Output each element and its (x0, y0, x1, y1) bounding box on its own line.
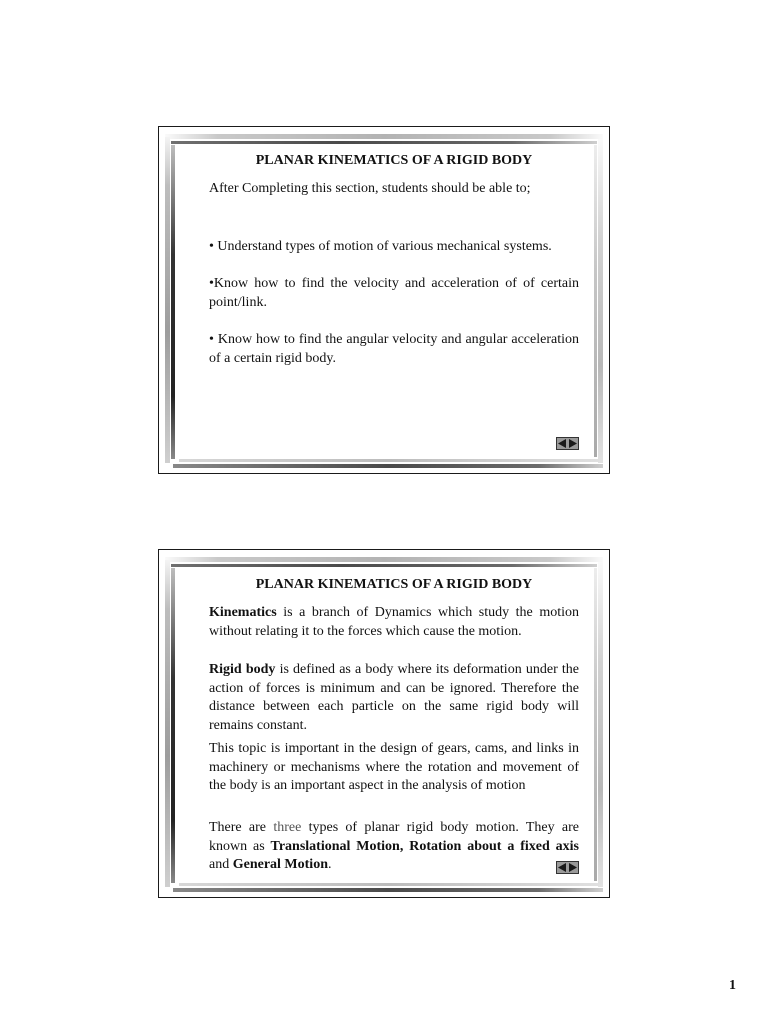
motion-types-text-c: and (209, 857, 233, 872)
decor-bar-left-outer (165, 560, 170, 887)
slide-2 (158, 549, 610, 898)
motion-types-text-a: There are (209, 820, 274, 835)
slide-1-bullet-1: • Understand types of motion of various mechanical systems. (209, 239, 552, 254)
decor-bar-left-outer (165, 137, 170, 463)
highlight-three: three (273, 820, 302, 835)
prev-next-arrows-icon (557, 438, 578, 449)
slide-2-paragraph-motion-types (209, 819, 579, 875)
motion-types-text-d: . (327, 857, 332, 872)
slide-nav-arrows[interactable] (556, 861, 579, 874)
decor-bar-top-outer (165, 557, 603, 562)
decor-bar-bottom-outer (173, 464, 603, 468)
kinematics-definition: is a branch of Dynamics which study the motion without relating it to the forces which cause the motion. (209, 605, 579, 639)
decor-bar-bottom-inner (179, 459, 599, 462)
slide-1-title: PLANAR KINEMATICS OF A RIGID BODY (255, 153, 533, 168)
rigid-body-definition: is defined as a body where its deformation under the action of forces is minimum and can be ignored. Therefore the distance between each particle on the same rigid body will remains constant. (209, 662, 579, 733)
term-translational-rotation: Translational Motion, Rotation about a fixed axis (270, 838, 579, 854)
decor-bar-left-inner (171, 145, 175, 459)
slide-2-paragraph-kinematics (209, 604, 579, 641)
slide-1-bullet-2: •Know how to find the velocity and acceleration of of certain point/link. (209, 276, 579, 310)
slide-2-paragraph-rigid-body (209, 661, 579, 735)
page-number: 1 (729, 978, 736, 993)
slide-nav-arrows[interactable] (556, 437, 579, 450)
decor-bar-top-outer (165, 134, 603, 139)
decor-bar-left-inner (171, 568, 175, 883)
slide-1-intro: After Completing this section, students should be able to; (209, 181, 531, 196)
decor-bar-top-inner (171, 564, 597, 567)
prev-next-arrows-icon (557, 862, 578, 873)
decor-bar-right-inner (594, 568, 597, 881)
term-rigid-body: Rigid body (209, 662, 276, 677)
slide-2-paragraph-importance: This topic is important in the design of gears, cams, and links in machinery or mechanisms where the rotation and movement of the body is an important aspect in the analysis of motion (209, 741, 579, 793)
slide-1-bullet-3: • Know how to find the angular velocity and angular acceleration of a certain rigid body. (209, 332, 579, 366)
term-general-motion: General Motion (232, 857, 328, 872)
slide-1 (158, 126, 610, 474)
decor-bar-right-inner (594, 145, 597, 457)
motion-types-text-b: types of planar rigid body motion. They are known as (209, 820, 580, 854)
slide-2-title: PLANAR KINEMATICS OF A RIGID BODY (255, 577, 533, 592)
decor-bar-bottom-outer (173, 888, 603, 892)
decor-bar-bottom-inner (179, 883, 599, 886)
decor-bar-right-outer (598, 139, 603, 463)
decor-bar-top-inner (171, 141, 597, 144)
term-kinematics: Kinematics (209, 605, 277, 620)
decor-bar-right-outer (598, 562, 603, 887)
